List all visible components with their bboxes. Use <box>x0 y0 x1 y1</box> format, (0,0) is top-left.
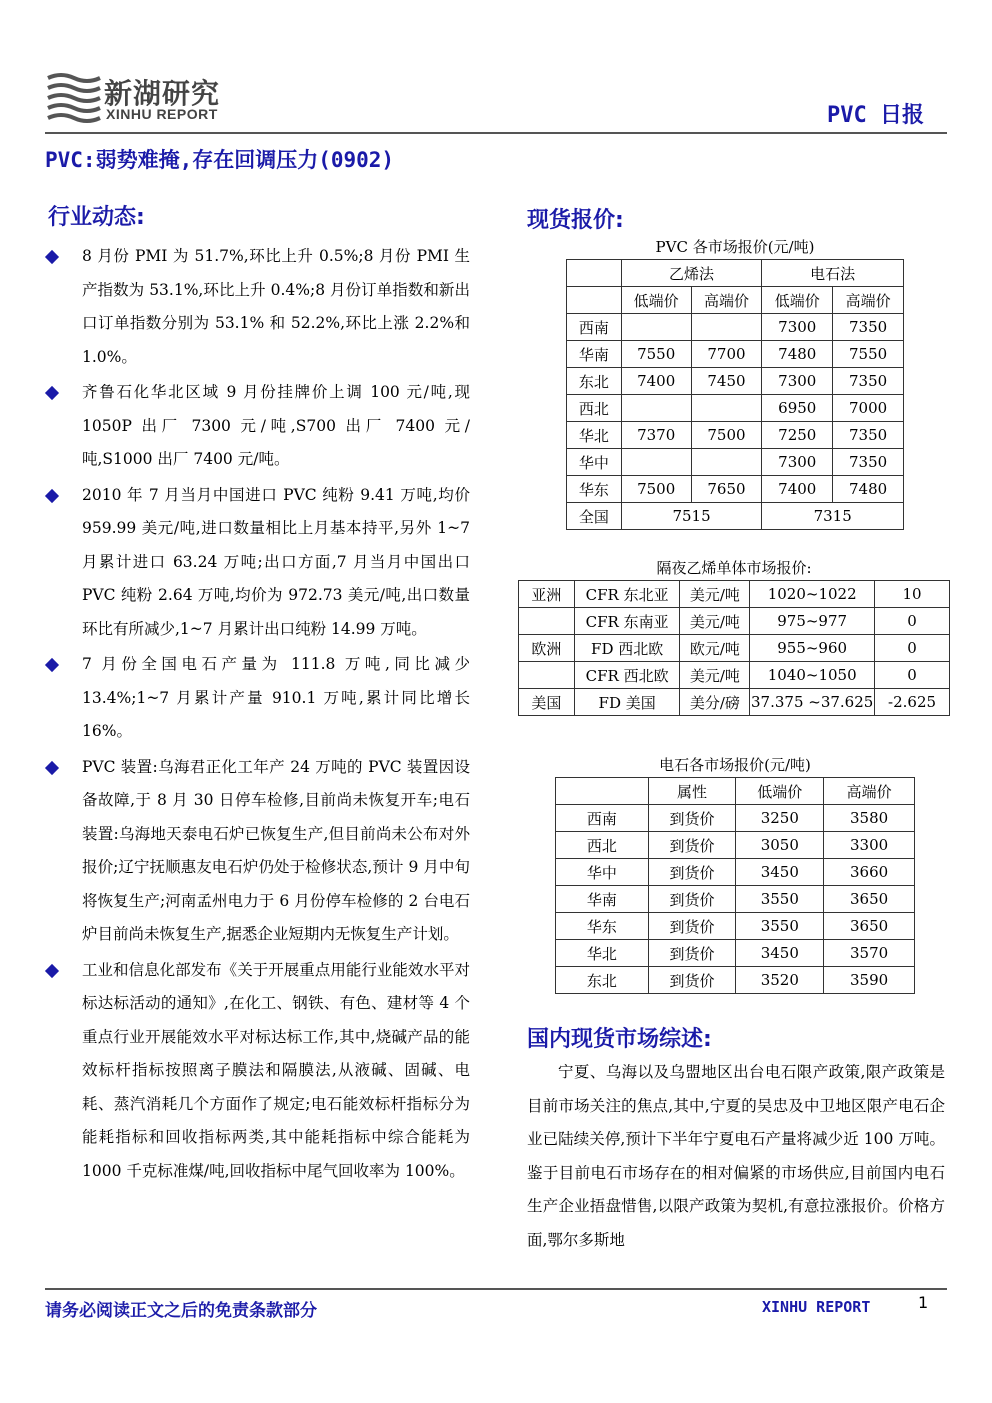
table-cell <box>621 395 691 422</box>
list-item <box>45 648 470 749</box>
logo-english-text: XINHU REPORT <box>106 106 218 122</box>
table-row <box>556 967 915 994</box>
diamond-bullet-icon <box>45 963 59 977</box>
table-row <box>567 395 904 422</box>
list-item <box>45 240 470 374</box>
table-row <box>567 449 904 476</box>
table-cell: 美元/吨 <box>680 581 750 608</box>
list-item <box>45 376 470 477</box>
page-number: 1 <box>918 1293 929 1312</box>
table-row <box>519 662 950 689</box>
header-cell: 低端价 <box>736 778 824 805</box>
table-cell: 华中 <box>556 859 649 886</box>
list-item <box>45 954 470 1189</box>
bullet-text: 8 月份 PMI 为 51.7%,环比上升 0.5%;8 月份 PMI 生产指数为 53.1%,环比上升 0.4%;8 月份订单指数和新出口订单指数分别为 53.1% 和 52.2%,环比上涨 2.2%和 1.0%。 <box>82 247 470 366</box>
table-cell: 955~960 <box>750 635 875 662</box>
domestic-paragraph: 宁夏、乌海以及乌盟地区出台电石限产政策,限产政策是目前市场关注的焦点,其中,宁夏的吴忠及中卫地区限产电石企业已陆续关停,预计下半年宁夏电石产量将减少近 100 万吨。鉴于目前电石市场存在的相对偏紧的市场供应,目前国内电石生产企业捂盘惜售,以限产政策为契机,有意拉涨报价。价格方面,鄂尔多斯地 <box>527 1063 945 1249</box>
region-cell <box>519 662 575 689</box>
header-cell: 乙烯法 <box>621 260 762 287</box>
table-cell: 华北 <box>556 940 649 967</box>
table-cell: 7650 <box>691 476 762 503</box>
table-cell: 7480 <box>833 476 904 503</box>
table-cell: 7400 <box>762 476 833 503</box>
table-cell: 西北 <box>567 395 622 422</box>
table-cell: 7350 <box>833 422 904 449</box>
header-cell: 高端价 <box>824 778 915 805</box>
ethylene-price-table <box>518 580 950 716</box>
header-cell: 电石法 <box>762 260 904 287</box>
table-cell: 华南 <box>567 341 622 368</box>
table-cell: 3450 <box>736 859 824 886</box>
table-cell: 7000 <box>833 395 904 422</box>
report-type: PVC 日报 <box>827 103 924 128</box>
table-cell: 0 <box>875 635 950 662</box>
table-cell: 到货价 <box>648 859 736 886</box>
bullet-text: PVC 装置:乌海君正化工年产 24 万吨的 PVC 装置因设备故障,于 8 月 30 日停车检修,目前尚未恢复开车;电石装置:乌海地天泰电石炉已恢复生产,但目前尚未公布对外报价;辽宁抚顺惠友电石炉仍处于检修状态,预计 9 月中旬将恢复生产;河南孟州电力于 6 月份停车检修的 2 台电石炉目前尚未恢复生产,据悉企业短期内无恢复生产计划。 <box>82 757 470 943</box>
industry-heading: 行业动态: <box>48 205 145 230</box>
table-row <box>519 608 950 635</box>
table-cell: 7370 <box>621 422 691 449</box>
table-row <box>567 341 904 368</box>
table-cell: 华东 <box>567 476 622 503</box>
table-header-row <box>556 778 915 805</box>
header-rule <box>45 132 947 134</box>
table-cell: 975~977 <box>750 608 875 635</box>
table-cell: 3050 <box>736 832 824 859</box>
diamond-bullet-icon <box>45 488 59 502</box>
table-cell: 3660 <box>824 859 915 886</box>
industry-bullet-list <box>45 240 470 1190</box>
table-cell: 美元/吨 <box>680 662 750 689</box>
table-cell: 美元/吨 <box>680 608 750 635</box>
table-cell: 7300 <box>762 368 833 395</box>
header-cell <box>567 260 622 287</box>
table-cell: 西北 <box>556 832 649 859</box>
table-row <box>519 581 950 608</box>
diamond-bullet-icon <box>45 250 59 264</box>
region-cell: 欧洲 <box>519 635 575 662</box>
table-cell: 到货价 <box>648 967 736 994</box>
table-cell: 东北 <box>567 368 622 395</box>
disclaimer-note: 请务必阅读正文之后的免责条款部分 <box>45 1301 317 1321</box>
table-cell: 7450 <box>691 368 762 395</box>
table-cell: 华北 <box>567 422 622 449</box>
table-cell: 7350 <box>833 314 904 341</box>
header-cell: 低端价 <box>762 287 833 314</box>
table-cell: 37.375 ~37.625 <box>750 689 875 716</box>
table-header-row <box>567 287 904 314</box>
list-item <box>45 751 470 952</box>
table-cell: 0 <box>875 662 950 689</box>
header-cell: 高端价 <box>691 287 762 314</box>
bullet-text: 工业和信息化部发布《关于开展重点用能行业能效水平对标达标活动的通知》,在化工、钢铁、有色、建材等 4 个重点行业开展能效水平对标达标工作,其中,烧碱产品的能效标杆指标按照离子膜法和隔膜法,从液碱、固碱、电耗、蒸汽消耗几个方面作了规定;电石能效标杆指标分为能耗指标和回收指标两类,其中能耗指标中综合能耗为 1000 千克标准煤/吨,回收指标中尾气回收率为 100%。 <box>82 960 470 1180</box>
region-cell <box>519 608 575 635</box>
table-cell: 西南 <box>556 805 649 832</box>
table-cell: 10 <box>875 581 950 608</box>
table-cell: 3650 <box>824 913 915 940</box>
header-cell: 属性 <box>648 778 736 805</box>
header-cell <box>567 287 622 314</box>
page-title: PVC:弱势难掩,存在回调压力(0902) <box>45 148 395 172</box>
table-row <box>556 832 915 859</box>
table-cell: 到货价 <box>648 805 736 832</box>
table-cell: 西南 <box>567 314 622 341</box>
table-cell: 7480 <box>762 341 833 368</box>
table-cell: 1020~1022 <box>750 581 875 608</box>
table-cell <box>621 314 691 341</box>
pvc-price-table <box>566 259 904 530</box>
table-cell: 3520 <box>736 967 824 994</box>
footer-brand: XINHU REPORT <box>762 1298 871 1316</box>
table-cell: 美分/磅 <box>680 689 750 716</box>
table-cell: CFR 西北欧 <box>574 662 680 689</box>
diamond-bullet-icon <box>45 760 59 774</box>
table-cell: 华中 <box>567 449 622 476</box>
table-cell: FD 西北欧 <box>574 635 680 662</box>
table-cell: 3450 <box>736 940 824 967</box>
table-cell <box>691 314 762 341</box>
table-row <box>519 635 950 662</box>
table-row <box>567 314 904 341</box>
table-cell: 7700 <box>691 341 762 368</box>
table-cell: 7300 <box>762 314 833 341</box>
table-cell: FD 美国 <box>574 689 680 716</box>
bullet-text: 2010 年 7 月当月中国进口 PVC 纯粉 9.41 万吨,均价 959.99 美元/吨,进口数量相比上月基本持平,另外 1~7 月累计进口 63.24 万吨;出口方面,7 月当月中国出口 PVC 纯粉 2.64 万吨,均价为 972.73 美元/吨,出口数量环比有所减少,1~7 月累计出口纯粉 14.99 万吨。 <box>82 485 470 638</box>
table-row <box>567 503 904 530</box>
table-cell <box>621 449 691 476</box>
carbide-price-table <box>555 777 915 994</box>
table-cell: 7500 <box>621 476 691 503</box>
bullet-text: 齐鲁石化华北区域 9 月份挂牌价上调 100 元/吨,现 1050P 出厂 7300 元/吨,S700 出厂 7400 元/吨,S1000 出厂 7400 元/吨。 <box>82 383 470 468</box>
spot-heading: 现货报价: <box>527 208 624 233</box>
table-cell: 7250 <box>762 422 833 449</box>
table-cell: 0 <box>875 608 950 635</box>
table-row <box>556 913 915 940</box>
domestic-heading: 国内现货市场综述: <box>527 1027 712 1052</box>
table-cell: -2.625 <box>875 689 950 716</box>
table-row <box>567 368 904 395</box>
header-cell: 高端价 <box>833 287 904 314</box>
table-cell: 华南 <box>556 886 649 913</box>
footer-rule <box>45 1288 947 1290</box>
table-cell: 3650 <box>824 886 915 913</box>
table-cell: 7400 <box>621 368 691 395</box>
table-row <box>567 422 904 449</box>
ethylene-table-caption: 隔夜乙烯单体市场报价: <box>656 559 812 577</box>
table-cell: 7500 <box>691 422 762 449</box>
table-cell: 7550 <box>833 341 904 368</box>
table-cell: 欧元/吨 <box>680 635 750 662</box>
table-cell: 7350 <box>833 368 904 395</box>
table-cell: 到货价 <box>648 913 736 940</box>
table-row <box>567 476 904 503</box>
table-row <box>556 940 915 967</box>
header-cell: 低端价 <box>621 287 691 314</box>
table-cell: 3590 <box>824 967 915 994</box>
table-row <box>556 859 915 886</box>
table-cell: 到货价 <box>648 832 736 859</box>
table-cell: 东北 <box>556 967 649 994</box>
table-cell: 1040~1050 <box>750 662 875 689</box>
logo-chinese-text: 新湖研究 <box>104 77 221 110</box>
table-cell: 7315 <box>762 503 904 530</box>
table-cell: 6950 <box>762 395 833 422</box>
table-cell: 3580 <box>824 805 915 832</box>
table-row <box>519 689 950 716</box>
table-cell: 3550 <box>736 913 824 940</box>
diamond-bullet-icon <box>45 658 59 672</box>
bullet-text: 7 月份全国电石产量为 111.8 万吨,同比减少 13.4%;1~7 月累计产量 910.1 万吨,累计同比增长 16%。 <box>82 655 470 740</box>
table-cell: 7300 <box>762 449 833 476</box>
carbide-table-caption: 电石各市场报价(元/吨) <box>659 756 811 774</box>
table-cell: 3550 <box>736 886 824 913</box>
table-cell: 7350 <box>833 449 904 476</box>
table-cell: 3300 <box>824 832 915 859</box>
header-cell <box>556 778 649 805</box>
table-cell: CFR 东北亚 <box>574 581 680 608</box>
region-cell: 亚洲 <box>519 581 575 608</box>
table-cell: CFR 东南亚 <box>574 608 680 635</box>
diamond-bullet-icon <box>45 386 59 400</box>
region-cell: 美国 <box>519 689 575 716</box>
table-header-row <box>567 260 904 287</box>
table-row <box>556 805 915 832</box>
table-cell <box>691 395 762 422</box>
table-cell <box>691 449 762 476</box>
list-item <box>45 479 470 647</box>
pvc-table-caption: PVC 各市场报价(元/吨) <box>655 238 815 256</box>
table-row <box>556 886 915 913</box>
table-cell: 到货价 <box>648 940 736 967</box>
table-cell: 华东 <box>556 913 649 940</box>
table-cell: 到货价 <box>648 886 736 913</box>
table-cell: 3570 <box>824 940 915 967</box>
table-cell: 7515 <box>621 503 762 530</box>
table-cell: 3250 <box>736 805 824 832</box>
xinhu-logo-mark <box>46 70 106 125</box>
table-cell: 全国 <box>567 503 622 530</box>
table-cell: 7550 <box>621 341 691 368</box>
